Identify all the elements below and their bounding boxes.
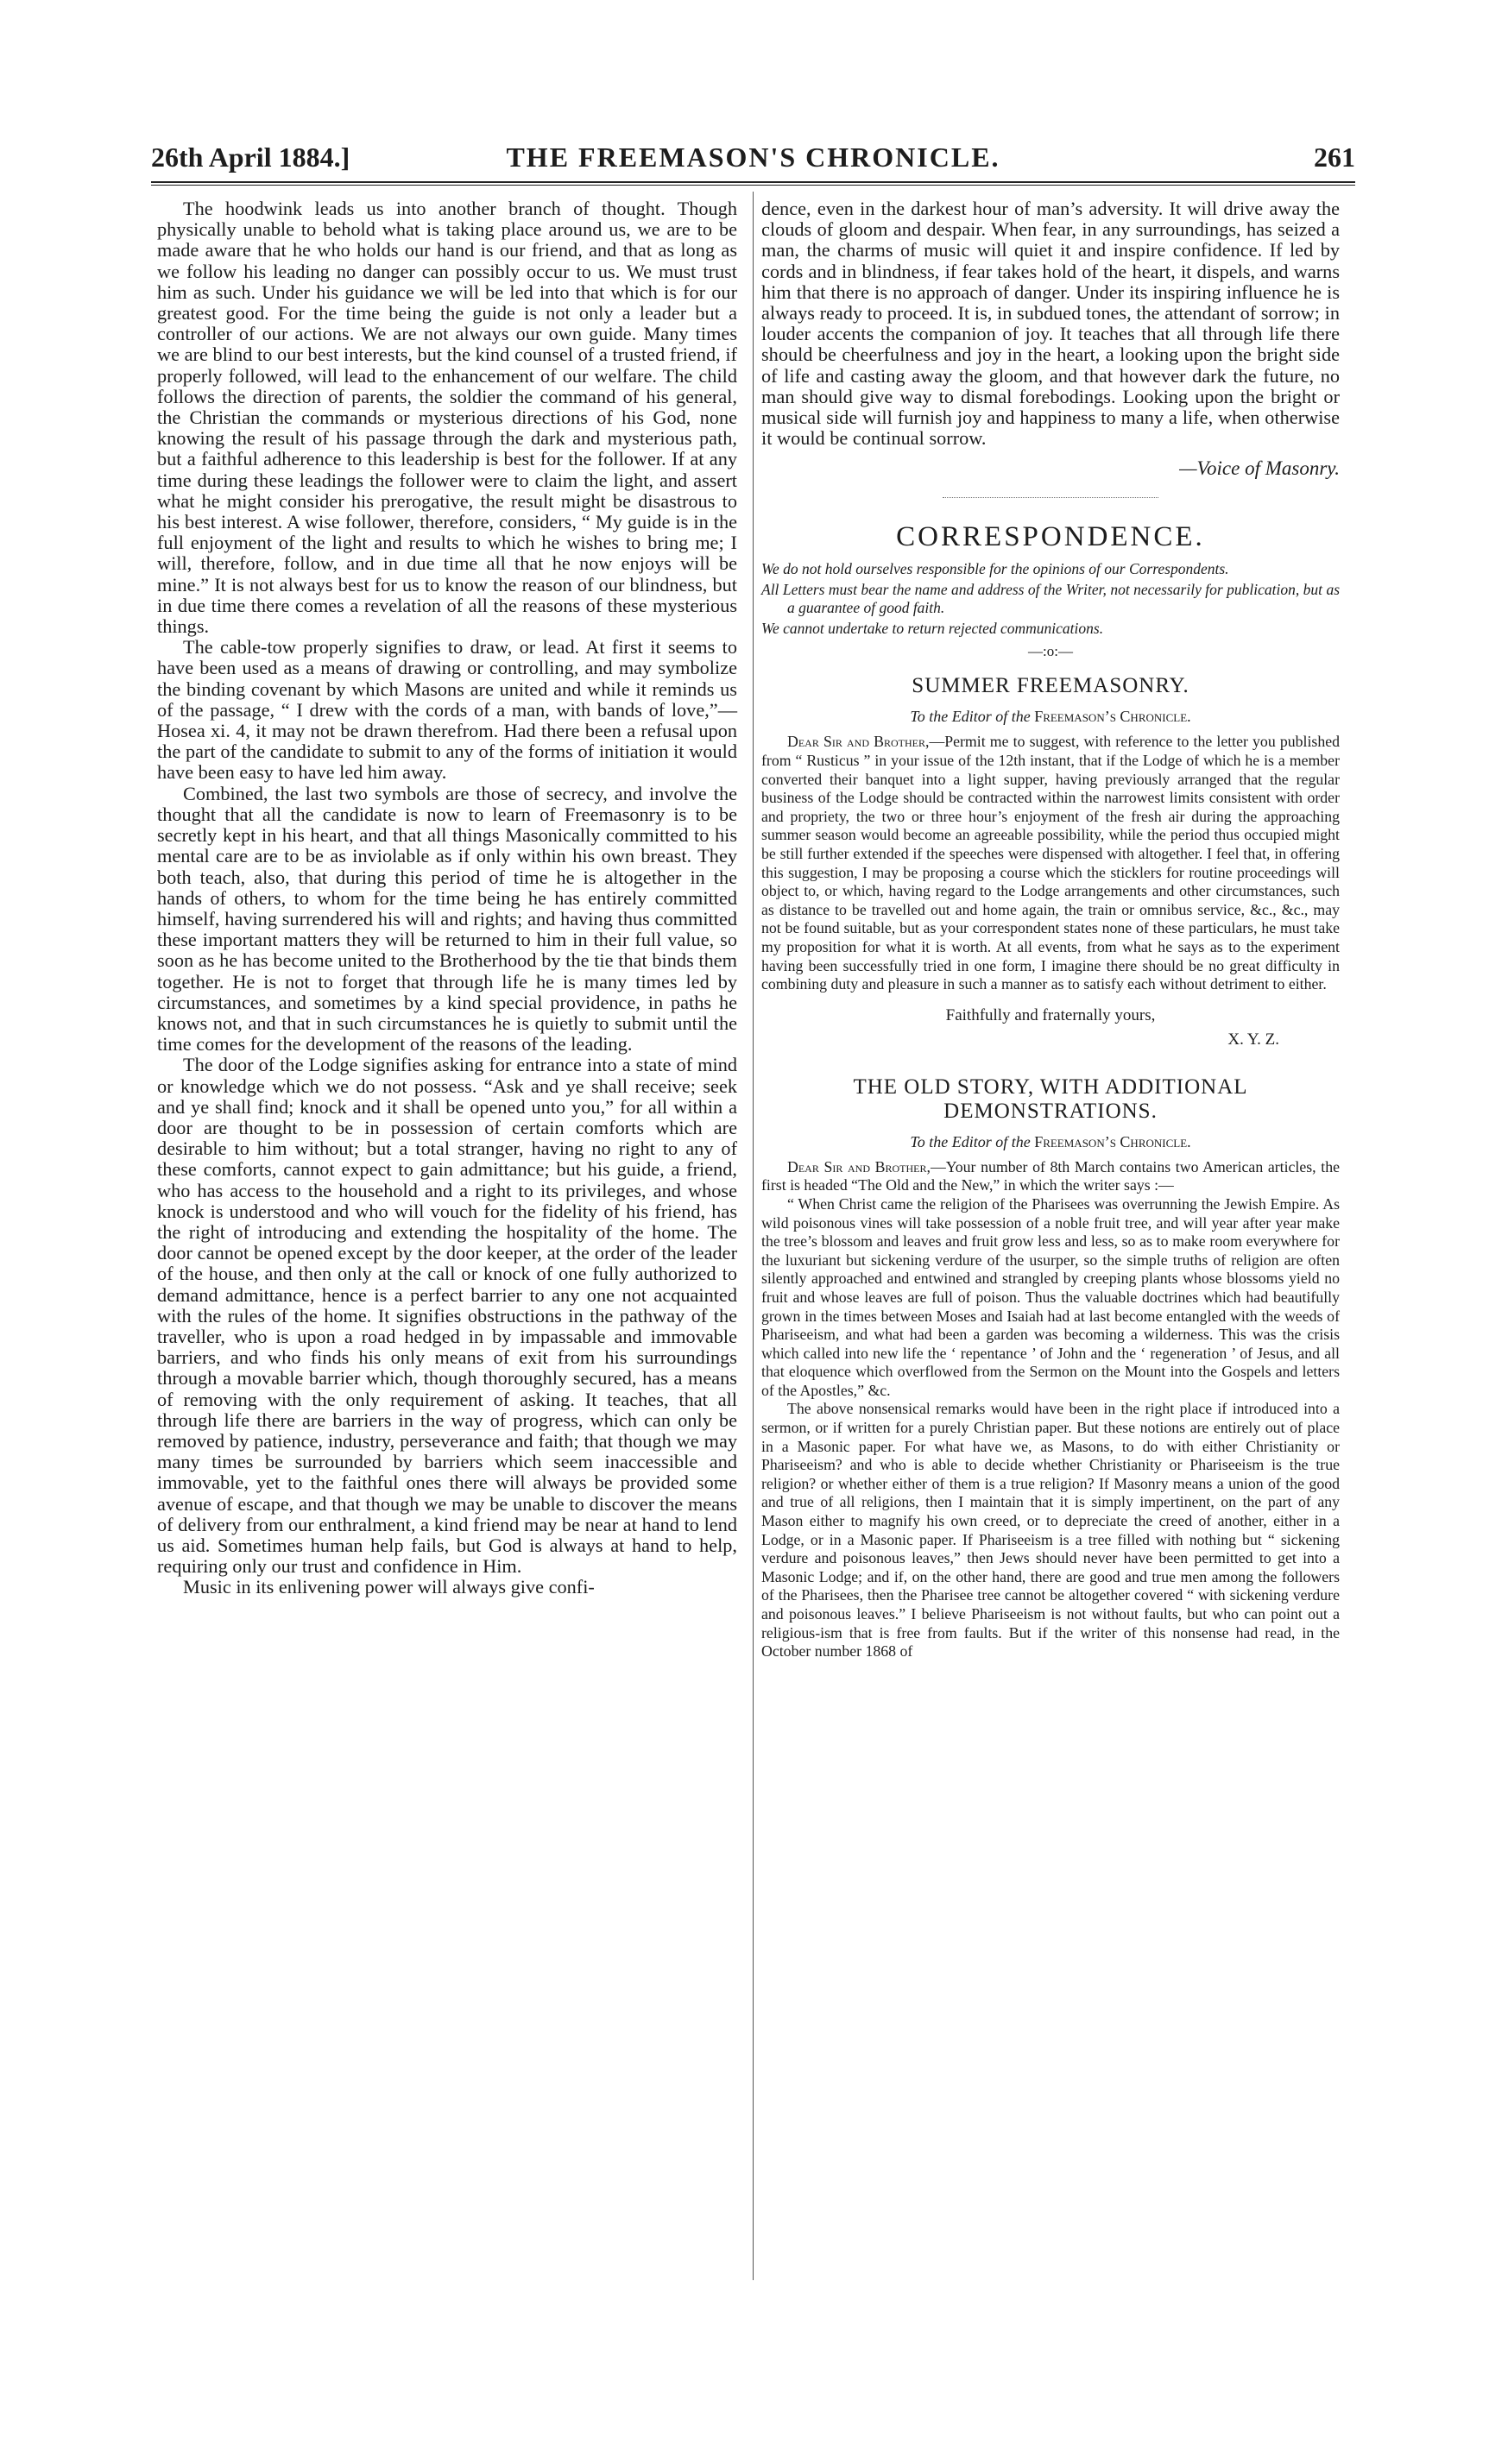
section-separator <box>761 482 1340 516</box>
address-prefix: To the Editor of the <box>910 1132 1031 1150</box>
letter-signature: X. Y. Z. <box>1227 1030 1279 1049</box>
page-number: 261 <box>1314 142 1355 173</box>
article-paragraph-cable-tow: The cable-tow properly signifies to draw, or lead. At first it seems to have been used as a means of drawing or controlling, and may symbolize the binding covenant by which Masons are united and while it reminds us of the passage, “ I drew with the cords of a man, with bands of love,”—Hosea xi. 4, it may not be drawn therefrom. Had there been a refusal upon the part of the candidate to submit to any of the forms of initiation it would have been easy to have led him away. <box>157 636 737 784</box>
letter-text: —Your number of 8th March contains two American articles, the first is headed “The Old and the New,” in which the writer says :— <box>761 1157 1340 1194</box>
newspaper-title: THE FREEMASON'S CHRONICLE. <box>506 142 1000 173</box>
correspondence-notice: All Letters must bear the name and address of the Writer, not necessarily for publication, but as a guarantee of good faith. <box>761 581 1340 617</box>
issue-date: 26th April 1884.] <box>151 142 350 173</box>
header-rule-thin <box>151 185 1355 186</box>
correspondence-notice: We cannot undertake to return rejected communications. <box>761 620 1104 638</box>
letter-address-old-story <box>761 1131 1340 1153</box>
address-paper: Freemason’s Chronicle. <box>1034 708 1191 726</box>
article-paragraph-secrecy: Combined, the last two symbols are those of secrecy, and involve the thought that all the candidate is now to learn of Freemasonry is to be secretly kept in his heart, and that all things Masonically committed to his mental care are to be as inviolable as if only within his own breast. They both teach, also, that during this period of time he is altogether in the hands of others, to whom for the time being he has entirely committed himself, having surrendered his will and rights; and having thus committed these important matters they will be returned to him in their full value, so soon as he has become united to the Brotherhood by the tie that binds them together. He is not to forget that through life he is many times led by circumstances, and sometimes by a kind special providence, in paths he knows not, and that in such circumstances he is quietly to submit until the time comes for the development of the reasons of the leading. <box>157 782 737 1056</box>
article-paragraph-hoodwink: The hoodwink leads us into another branch of thought. Though physically unable to behold what is taking place around us, we are to be made aware that he who holds our hand is our friend, and that as long as we follow his leading no danger can possibly occur to us. We must trust him as such. Under his guidance we will be led into that which is for our greatest good. For the time being the guide is not only a leader but a controller of our actions. We are not always our own guide. Many times we are blind to our best interests, but the kind counsel of a trusted friend, if properly followed, will lead to the enhancement of our welfare. The child follows the direction of parents, the soldier the command of his general, the Christian the commands or mysterious directions of his God, none knowing the result of his passage through the dark and mysterious path, but a faithful adherence to this leadership is best for the follower. If at any time during these leadings the follower were to claim the light, and assert what he might consider his prerogative, the result might be disastrous to his best interest. A wise follower, therefore, considers, “ My guide is in the full enjoyment of the light and results to which he wishes to bring me; I will, therefore, follow, and in due time all that he now enjoys will be mine.” It is not always best for us to know the reason of our blindness, but in due time there comes a revelation of all the reasons of these mysterious things. <box>157 198 737 638</box>
letter-quote-old-story: “ When Christ came the religion of the Pharisees was overrunning the Jewish Empire. As wild poisonous vines will take possession of a noble fruit tree, and will year after year make the tree’s blossom and leaves and fruit grow less and less, so as to make room everywhere for the luxuriant but sickening verdure of the usurper, so the simple truths of religion are often silently approached and entwined and strangled by creeping plants whose blossoms yield no fruit and whose leaves are full of poison. Thus the valuable doctrines which had beautifully grown in the times between Moses and Isaiah had at last become entangled with the weeds of Phariseeism, and what had been a garden was becoming a wilderness. This was the crisis which called into new life the ‘ repentance ’ of John and the ‘ regeneration ’ of Jesus, and all that eloquence which overflowed from the Sermon on the Mount into the Gospels and letters of the Apostles,” &c. <box>761 1194 1340 1399</box>
address-paper: Freemason’s Chronicle. <box>1034 1132 1191 1150</box>
article-paragraph-music: Music in its enlivening power will always give confi- <box>183 1576 595 1598</box>
letter-heading-old-story-line2: DEMONSTRATIONS. <box>943 1099 1158 1123</box>
letter-heading-old-story: THE OLD STORY, WITH ADDITIONAL <box>853 1074 1248 1099</box>
correspondence-notice: We do not hold ourselves responsible for the opinions of our Correspondents. <box>761 560 1229 578</box>
right-column <box>761 199 1340 1661</box>
column-divider <box>753 192 754 2280</box>
header-rule <box>151 181 1355 183</box>
letter-closing: Faithfully and fraternally yours, <box>945 1005 1156 1024</box>
letter-heading-summer: SUMMER FREEMASONRY. <box>912 674 1189 698</box>
letter-salutation: Dear Sir and Brother, <box>787 1157 931 1175</box>
left-column <box>157 199 737 1598</box>
article-continuation: dence, even in the darkest hour of man’s adversity. It will drive away the clouds of gloom and despair. When fear, in any surroundings, has seized a man, the charms of music will quiet it and inspire confidence. If led by cords and in blindness, if fear takes hold of the heart, it dispels, and warns him that there is no approach of danger. Under its inspiring influence he is always ready to proceed. It is, in subdued tones, the attendant of sorrow; in louder accents the companion of joy. It teaches that all through life there should be cheerfulness and joy in the heart, a looking upon the bright side of life and casting away the gloom, and that however dark the future, no man should give way to dismal forebodings. Looking upon the bright or musical side will furnish joy and happiness to many a life, when otherwise it would be continual sorrow. <box>761 198 1340 450</box>
letter-text: —Permit me to suggest, with reference to the letter you published from “ Rusticus ” in your issue of the 12th instant, that if the Lodge of which he is a member converted their banquet into a light supper, having previously arranged that the regular business of the Lodge should be contracted within the narrowest limits consistent with order and propriety, the two or three hour’s enjoyment of the fresh air during the approaching summer season would become an agreeable possibility, while the period thus occupied might be still further extended if the speeches were dispensed with altogether. I feel that, in offering this suggestion, I may be proposing a course which the sticklers for routine proceedings will object to, or which, having regard to the Lodge arrangements and other circumstances, such as distance to be travelled out and home again, the train or omnibus service, &c., &c., may not be found suitable, but as your correspondent states none of these particulars, he must take my proposition for what it is worth. At all events, from what he says as to the experiment having been successfully tried in one form, I imagine there should be no great difficulty in combining duty and pleasure in such a manner as to satisfy each without detriment to either. <box>761 733 1340 993</box>
article-source-signature: —Voice of Masonry. <box>1179 457 1340 480</box>
letter-address-summer <box>761 705 1340 728</box>
ornament-divider: —:o:— <box>1028 643 1073 660</box>
letter-intro-old-story <box>761 1158 1340 1195</box>
page-header <box>151 138 1355 176</box>
letter-body-summer <box>761 733 1340 993</box>
letter-salutation: Dear Sir and Brother, <box>787 733 930 751</box>
article-paragraph-door: The door of the Lodge signifies asking for entrance into a state of mind or knowledge which we do not possess. “Ask and ye shall receive; seek and ye shall find; knock and it shall be opened unto you,” for all within a door are thought to be in possession of certain comforts which are desirable to him without; but a total stranger, having no right to any of these comforts, cannot expect to gain admittance; but his guide, a friend, who has access to the household and a right to its privileges, and whose knock is understood and who will vouch for the fidelity of his friend, has the right of introducing and extending the hospitality of the home. The door cannot be opened except by the door keeper, at the order of the leader of the house, and then only at the call or knock of one fully authorized to demand admittance, hence is a perfect barrier to any one not acquainted with the rules of the home. It signifies obstructions in the pathway of the traveller, who is upon a road hedged in by impassable and immovable barriers, and who finds his only means of exit from his surroundings through a movable barrier which, though thoroughly secured, has a means of removing with the only requirement of asking. It teaches, that all through life there are barriers in the way of progress, which can only be removed by patience, industry, perseverance and faith; that though we may many times be surrounded by barriers which seem inaccessible and immovable, yet to the faithful ones there will always be provided some avenue of escape, and that though we may be unable to discover the means of delivery from our enthralment, a kind friend may be near at hand to lend us aid. Sometimes human help fails, but God is always at hand to help, requiring only our trust and confidence in Him. <box>157 1054 737 1578</box>
address-prefix: To the Editor of the <box>910 708 1031 726</box>
letter-body-old-story: The above nonsensical remarks would have been in the right place if introduced into a sermon, or if written for a purely Christian paper. But these notions are entirely out of place in a Masonic paper. For what have we, as Masons, to do with either Christianity or Phariseeism? and who is able to decide whether Christianity or Phariseeism is the true religion? or whether either of them is a true religion? If Masonry means a union of the good and true of all religions, then I maintain that it is simply impertinent, on the part of any Mason either to magnify his own creed, or to depreciate the creed of another, either in a Lodge, or in a Masonic paper. If Phariseeism is a tree filled with nothing but “ sickening verdure and poisonous leaves,” then Jews should never have been permitted to get into a Masonic Lodge; and if, on the other hand, there are good and true men among the followers of the Pharisees, then the Pharisee tree cannot be altogether covered “ with sickening verdure and poisonous leaves.” I believe Phariseeism is not without faults, but who can point out a religious-ism that is free from faults. But if the writer of this nonsense had read, in the October number 1868 of <box>761 1400 1340 1661</box>
correspondence-heading: CORRESPONDENCE. <box>896 521 1205 553</box>
